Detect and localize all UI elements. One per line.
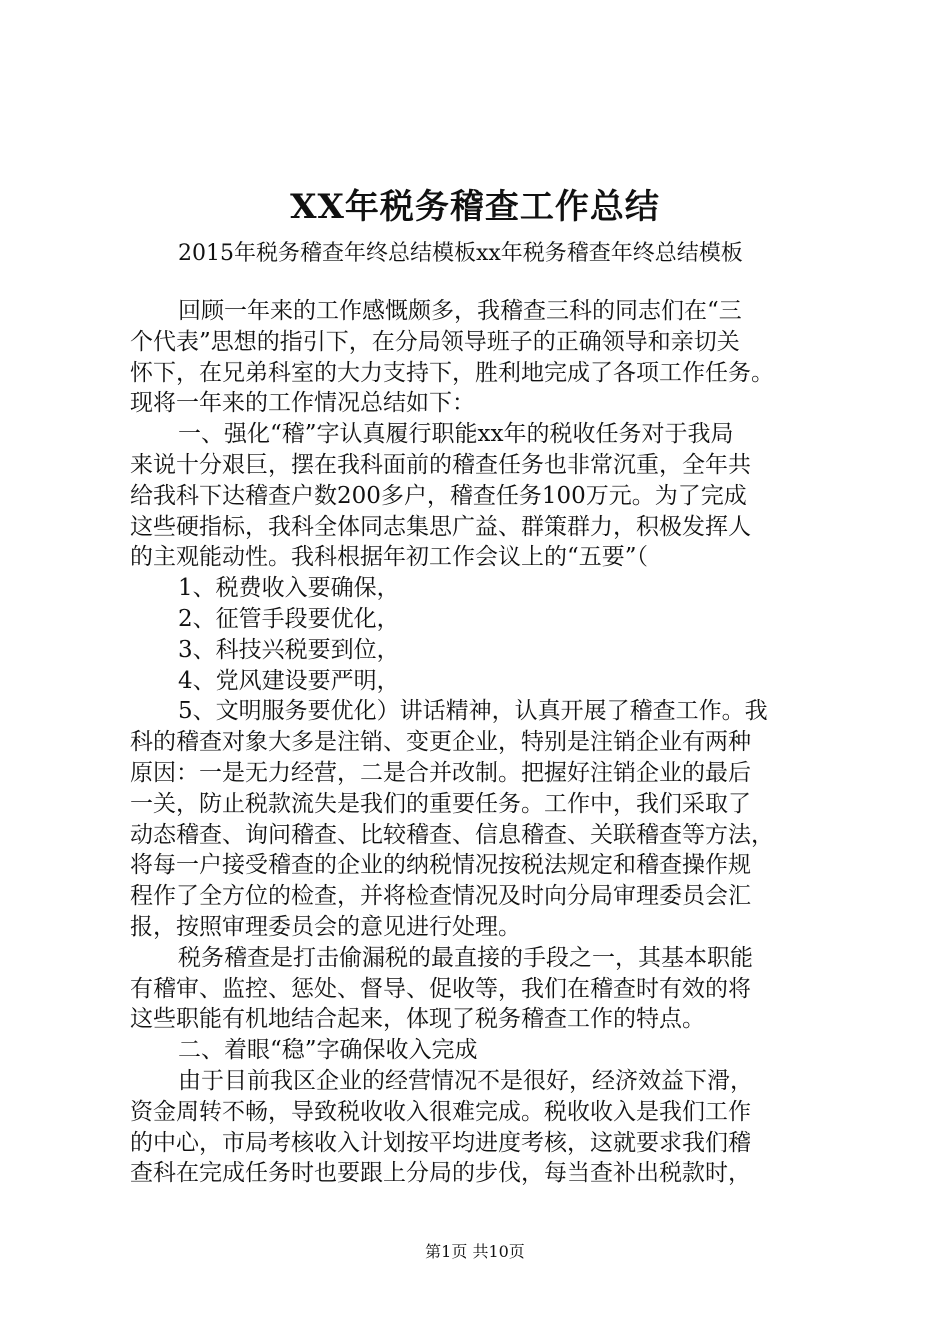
body-line: 这些职能有机地结合起来，体现了税务稽查工作的特点。 xyxy=(130,1006,705,1033)
body-line: 科的稽查对象大多是注销、变更企业，特别是注销企业有两种 xyxy=(130,729,751,756)
body-line: 给我科下达稽查户数200多户，稽查任务100万元。为了完成 xyxy=(130,482,747,509)
body-line: 税务稽查是打击偷漏税的最直接的手段之一，其基本职能 xyxy=(178,944,753,971)
body-line: 1、税费收入要确保， xyxy=(178,575,400,602)
body-line: 由于目前我区企业的经营情况不是很好，经济效益下滑， xyxy=(178,1067,753,1094)
document-body xyxy=(130,296,830,1189)
body-line: 二、着眼“稳”字确保收入完成 xyxy=(178,1037,478,1064)
body-line: 4、党风建设要严明， xyxy=(178,667,400,694)
body-line: 的中心，市局考核收入计划按平均进度考核，这就要求我们稽 xyxy=(130,1129,751,1156)
body-line: 2、征管手段要优化， xyxy=(178,605,400,632)
body-line: 这些硬指标，我科全体同志集思广益、群策群力，积极发挥人 xyxy=(130,513,751,540)
body-line: 程作了全方位的检查，并将检查情况及时向分局审理委员会汇 xyxy=(130,883,751,910)
body-line: 个代表”思想的指引下，在分局领导班子的正确领导和亲切关 xyxy=(130,328,740,355)
body-line: 一关，防止税款流失是我们的重要任务。工作中，我们采取了 xyxy=(130,790,751,817)
body-line: 查科在完成任务时也要跟上分局的步伐，每当查补出税款时， xyxy=(130,1160,751,1187)
body-line: 的主观能动性。我科根据年初工作会议上的“五要”（ xyxy=(130,544,649,571)
body-line: 报，按照审理委员会的意见进行处理。 xyxy=(130,913,521,940)
body-line: 回顾一年来的工作感慨颇多，我稽查三科的同志们在“三 xyxy=(178,298,742,324)
page-footer: 第1页 共10页 xyxy=(425,1242,525,1261)
document-title: XX年税务稽查工作总结 xyxy=(290,187,660,227)
body-line: 原因：一是无力经营，二是合并改制。把握好注销企业的最后 xyxy=(130,759,751,786)
body-line: 一、强化“稽”字认真履行职能xx年的税收任务对于我局 xyxy=(178,421,734,448)
body-line: 动态稽查、询问稽查、比较稽查、信息稽查、关联稽查等方法， xyxy=(130,821,774,848)
body-line: 怀下，在兄弟科室的大力支持下，胜利地完成了各项工作任务。 xyxy=(130,359,774,386)
body-line: 现将一年来的工作情况总结如下： xyxy=(130,390,475,417)
document-subtitle: 2015年税务稽查年终总结模板xx年税务稽查年终总结模板 xyxy=(178,241,743,266)
body-line: 3、科技兴税要到位， xyxy=(178,636,400,663)
body-line: 有稽审、监控、惩处、督导、促收等，我们在稽查时有效的将 xyxy=(130,975,751,1002)
body-line: 将每一户接受稽查的企业的纳税情况按税法规定和稽查操作规 xyxy=(130,852,751,879)
body-line: 资金周转不畅，导致税收收入很难完成。税收收入是我们工作 xyxy=(130,1098,751,1125)
body-line: 来说十分艰巨，摆在我科面前的稽查任务也非常沉重，全年共 xyxy=(130,451,751,478)
body-line: 5、文明服务要优化）讲话精神，认真开展了稽查工作。我 xyxy=(178,698,768,725)
